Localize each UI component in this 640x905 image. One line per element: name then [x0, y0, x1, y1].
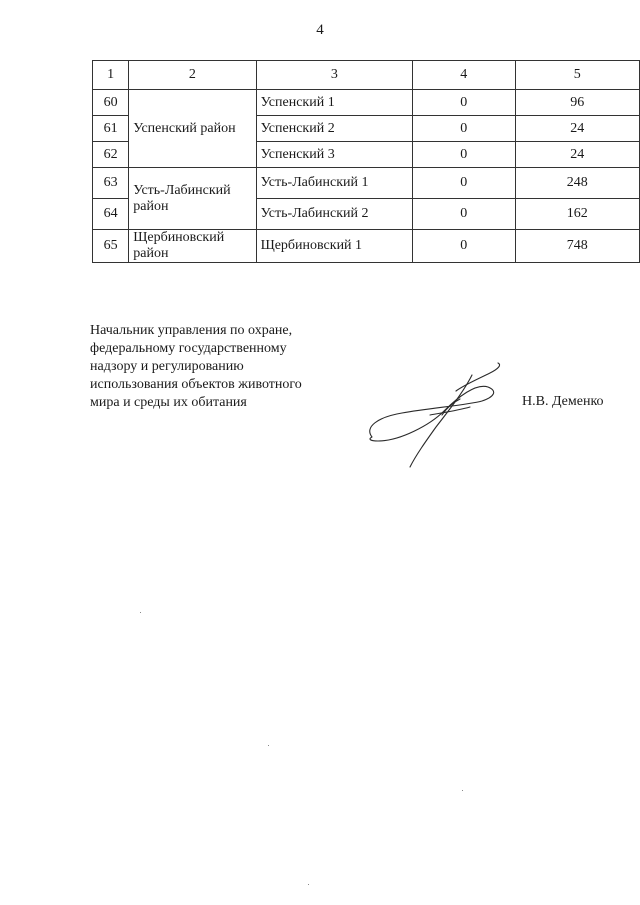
scan-speck: [268, 745, 269, 746]
district-cell: Успенский район: [129, 90, 256, 168]
value-cell-col4: 0: [413, 142, 515, 168]
area-cell: Успенский 2: [256, 116, 412, 142]
value-cell-col5: 248: [515, 168, 639, 199]
district-cell: Щербиновский район: [129, 230, 256, 263]
area-cell: Усть-Лабинский 1: [256, 168, 412, 199]
value-cell-col4: 0: [413, 168, 515, 199]
signatory-title-line: использования объектов животного: [90, 377, 302, 392]
table-row: [93, 230, 640, 263]
district-cell: Усть-Лабинский район: [129, 168, 256, 230]
area-cell: Успенский 1: [256, 90, 412, 116]
area-cell: Усть-Лабинский 2: [256, 199, 412, 230]
row-number: 61: [93, 116, 129, 142]
value-cell-col5: 96: [515, 90, 639, 116]
signatory-title-line: Начальник управления по охране,: [90, 323, 293, 338]
table-header-cell: 5: [515, 61, 639, 90]
value-cell-col5: 24: [515, 142, 639, 168]
signatory-title-line: мира и среды их обитания: [90, 395, 247, 410]
row-number: 64: [93, 199, 129, 230]
row-number: 62: [93, 142, 129, 168]
area-cell: Успенский 3: [256, 142, 412, 168]
table-header-cell: 2: [129, 61, 256, 90]
scan-speck: [462, 790, 463, 791]
table-row: [93, 168, 640, 199]
data-table: [92, 60, 640, 263]
value-cell-col4: 0: [413, 230, 515, 263]
signatory-title: [90, 322, 302, 412]
page-number: 4: [316, 22, 324, 38]
value-cell-col5: 748: [515, 230, 639, 263]
table-header-cell: 4: [413, 61, 515, 90]
signatory-title-line: надзору и регулированию: [90, 359, 244, 374]
value-cell-col4: 0: [413, 90, 515, 116]
value-cell-col4: 0: [413, 116, 515, 142]
table-row: [93, 90, 640, 116]
row-number: 63: [93, 168, 129, 199]
value-cell-col5: 162: [515, 199, 639, 230]
scan-speck: [308, 884, 309, 885]
row-number: 65: [93, 230, 129, 263]
row-number: 60: [93, 90, 129, 116]
handwritten-signature: [360, 355, 520, 470]
value-cell-col4: 0: [413, 199, 515, 230]
area-cell: Щербиновский 1: [256, 230, 412, 263]
table-header-cell: 3: [256, 61, 412, 90]
signatory-name: Н.В. Деменко: [522, 394, 604, 409]
table-header-cell: 1: [93, 61, 129, 90]
scan-speck: [140, 612, 141, 613]
signatory-title-line: федеральному государственному: [90, 341, 287, 356]
value-cell-col5: 24: [515, 116, 639, 142]
table-header-row: [93, 61, 640, 90]
